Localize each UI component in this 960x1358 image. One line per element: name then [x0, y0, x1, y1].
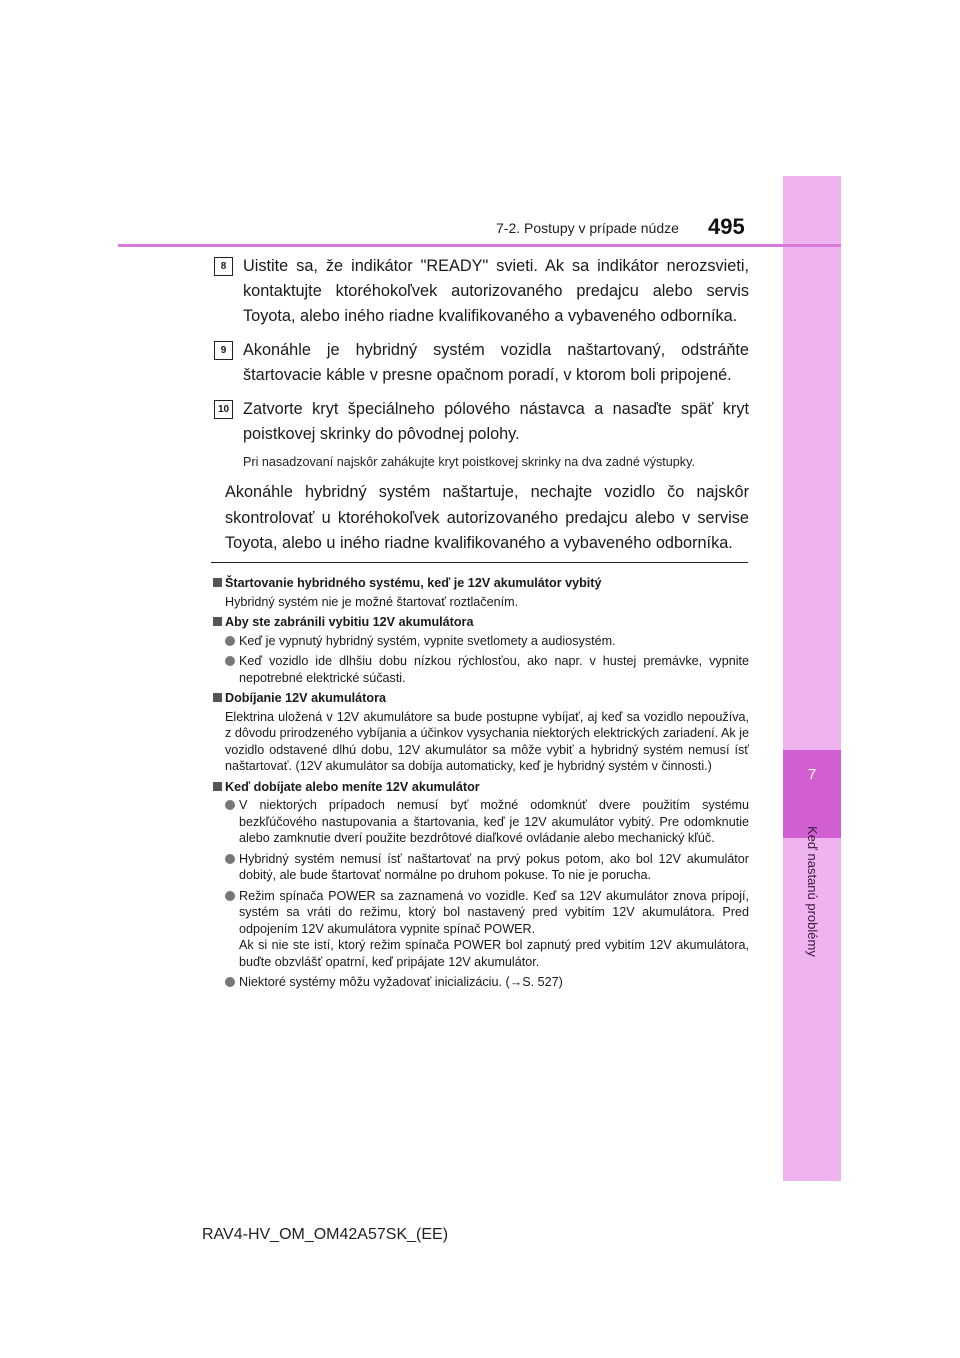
info-text: Elektrina uložená v 12V akumulátore sa bude postupne vybíjať, aj keď sa vozidlo nepoužíva, z dôvodu prirodzeného vybíjania a účinkov vysychania niektorých elektrických zariadení. Ak je vozidlo odstavené dlhú dobu, 12V akumulátor sa môže vybiť a hybridný systém nemusí ísť naštartovať. (12V akumulátor sa dobíja automaticky, keď je hybridný systém v činnosti.)	[225, 709, 749, 773]
info-bullet: Keď vozidlo ide dlhšiu dobu nízkou rýchlosťou, ako napr. v hustej premávke, vypnite nepotrebné elektrické súčasti.	[213, 653, 749, 686]
square-bullet-icon	[213, 693, 222, 702]
section-divider	[211, 562, 748, 563]
info-text: Hybridný systém nie je možné štartovať roztlačením.	[225, 594, 519, 609]
document-code: RAV4-HV_OM_OM42A57SK_(EE)	[202, 1226, 449, 1243]
chapter-side-tab-highlight	[783, 750, 841, 838]
info-heading: Dobíjanie 12V akumulátora	[213, 690, 749, 707]
round-bullet-icon	[225, 656, 235, 666]
square-bullet-icon	[213, 578, 222, 587]
step-number-badge: 9	[214, 341, 233, 360]
step-note: Pri nasadzovaní najskôr zahákujte kryt poistkovej skrinky na dva zadné výstupky.	[243, 455, 695, 469]
round-bullet-icon	[225, 977, 235, 987]
step-item	[214, 397, 749, 447]
round-bullet-icon	[225, 891, 235, 901]
closing-paragraph: Akonáhle hybridný systém naštartuje, nechajte vozidlo čo najskôr skontrolovať u ktoréhokoľvek autorizovaného predajcu alebo v servise Toyota, alebo u iného riadne kvalifikovaného a vybaveného odborníka.	[225, 483, 749, 552]
page-reference: Niektoré systémy môžu vyžadovať inicializáciu. (→S. 527)	[239, 975, 563, 989]
square-bullet-icon	[213, 782, 222, 791]
info-heading: Štartovanie hybridného systému, keď je 12V akumulátor vybitý	[213, 575, 749, 592]
info-bullet	[213, 974, 749, 991]
info-heading: Keď dobíjate alebo meníte 12V akumulátor	[213, 779, 749, 796]
step-number-badge: 10	[214, 400, 233, 419]
step-item	[214, 338, 749, 388]
step-text: Uistite sa, že indikátor "READY" svieti. Ak sa indikátor nerozsvieti, kontaktujte ktoréhokoľvek autorizovaného predajcu alebo servis Toyota, alebo iného riadne kvalifikovaného a vybaveného odborníka.	[243, 257, 749, 325]
chapter-number: 7	[807, 766, 817, 783]
info-bullet: Keď je vypnutý hybridný systém, vypnite svetlomety a audiosystém.	[213, 633, 749, 650]
info-bullet: Režim spínača POWER sa zaznamená vo vozidle. Keď sa 12V akumulátor znova pripojí, systém sa vráti do režimu, ktorý bol nastavený pred vybitím 12V akumulátora. Pred odpojením 12V akumulátora vypnite spínač POWER. Ak si nie ste istí, ktorý režim spínača POWER bol zapnutý pred vybitím 12V akumulátora, buďte obzvlášť opatrní, keď pripájate 12V akumulátor.	[213, 888, 749, 971]
round-bullet-icon	[225, 636, 235, 646]
chapter-side-tab	[783, 176, 841, 1181]
step-item	[214, 254, 749, 329]
section-title: 7-2. Postupy v prípade núdze	[496, 220, 679, 236]
round-bullet-icon	[225, 800, 235, 810]
header-divider	[118, 244, 841, 247]
step-text: Zatvorte kryt špeciálneho pólového nástavca a nasaďte späť kryt poistkovej skrinky do pôvodnej polohy.	[243, 400, 749, 443]
info-heading: Aby ste zabránili vybitiu 12V akumulátora	[213, 614, 749, 631]
info-bullet: Hybridný systém nemusí ísť naštartovať na prvý pokus potom, ako bol 12V akumulátor dobitý, ale bude štartovať normálne po druhom pokuse. To nie je porucha.	[213, 851, 749, 884]
square-bullet-icon	[213, 617, 222, 626]
chapter-title: Keď nastanú problémy	[805, 826, 820, 957]
procedure-steps	[214, 254, 749, 557]
step-number-badge: 8	[214, 257, 233, 276]
page-number: 495	[708, 214, 745, 239]
step-text: Akonáhle je hybridný systém vozidla naštartovaný, odstráňte štartovacie káble v presne opačnom poradí, v ktorom boli pripojené.	[243, 341, 749, 384]
info-bullet: V niektorých prípadoch nemusí byť možné odomknúť dvere použitím systému bezkľúčového nastupovania a štartovania, keď je 12V akumulátor vybitý. Pre odomknutie alebo zamknutie dverí použite bezdrôtové diaľkové ovládanie alebo mechanický kľúč.	[213, 797, 749, 847]
round-bullet-icon	[225, 854, 235, 864]
info-sections	[213, 571, 749, 995]
